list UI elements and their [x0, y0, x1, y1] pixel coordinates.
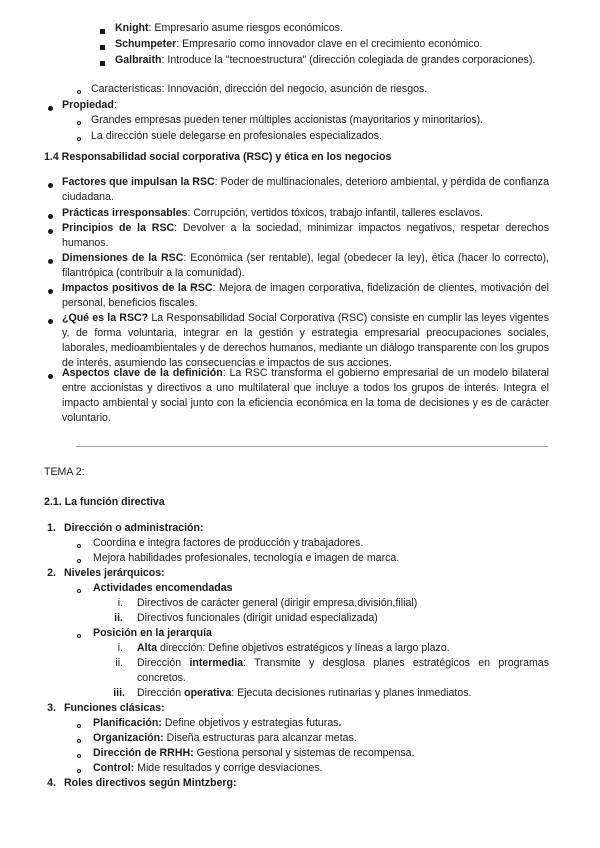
term: Propiedad — [62, 99, 114, 111]
list-item-actividades: Actividades encomendadas — [93, 582, 233, 594]
list-item-caracteristicas: Características: Innovación, dirección del negocio, asunción de riesgos. — [91, 83, 428, 95]
circle-bullet — [77, 559, 81, 563]
roman-numeral: i. — [117, 642, 123, 654]
numbered-item-niveles: Niveles jerárquicos: — [64, 567, 165, 579]
circle-bullet — [77, 121, 81, 125]
list-item-operativa: Dirección operativa: Ejecuta decisiones rutinarias y planes inmediatos. — [137, 687, 472, 699]
rsc-item-dimensiones: Dimensiones de la RSC: Económica (ser rentable), legal (obedecer la ley), ética (hacer lo correcto), filantrópica (contribuir a la comunidad). — [62, 252, 549, 279]
term: intermedia — [189, 657, 244, 669]
bullet — [48, 319, 53, 324]
numbered-item-direccion: Dirección o administración: — [64, 522, 204, 534]
term: Planificación: — [93, 717, 162, 729]
term: Principios de la RSC — [62, 222, 175, 234]
tema-title: TEMA 2: — [44, 466, 85, 478]
numbered-item-roles: Roles directivos según Mintzberg: — [64, 777, 237, 789]
term: Control: — [93, 762, 135, 774]
bullet — [48, 374, 53, 379]
list-item: La dirección suele delegarse en profesionales especializados. — [91, 130, 382, 142]
list-item-posicion: Posición en la jerarquía — [93, 627, 212, 639]
list-item-control: Control: Mide resultados y corrige desviaciones. — [93, 762, 323, 774]
circle-bullet — [77, 739, 81, 743]
bullet — [48, 106, 53, 111]
bullet — [48, 183, 53, 188]
circle-bullet — [77, 769, 81, 773]
bullet — [48, 259, 53, 264]
section-heading-funcion-directiva: 2.1. La función directiva — [44, 496, 165, 508]
list-item-intermedia: Dirección intermedia: Transmite y desglosa planes estratégicos en programas concretos. — [137, 657, 549, 684]
list-number: 1. — [47, 522, 56, 534]
list-number: 4. — [47, 777, 56, 789]
circle-bullet — [77, 544, 81, 548]
bullet — [48, 229, 53, 234]
list-item-organizacion: Organización: Diseña estructuras para alcanzar metas. — [93, 732, 357, 744]
term: Factores que impulsan la RSC — [62, 176, 215, 188]
roman-numeral: iii. — [113, 687, 125, 699]
roman-numeral: i. — [117, 597, 123, 609]
horizontal-divider — [76, 446, 548, 447]
rsc-item-principios: Principios de la RSC: Devolver a la sociedad, minimizar impactos negativos, respetar derechos humanos. — [62, 222, 549, 249]
term: Galbraith — [115, 54, 162, 66]
term: operativa — [184, 687, 232, 699]
bullet — [48, 289, 53, 294]
list-number: 2. — [47, 567, 56, 579]
square-bullet — [100, 29, 105, 34]
circle-bullet — [77, 90, 81, 94]
circle-bullet — [77, 137, 81, 141]
term: ¿Qué es la RSC? — [62, 312, 149, 324]
list-item-rrhh: Dirección de RRHH: Gestiona personal y sistemas de recompensa. — [93, 747, 415, 759]
list-item: Grandes empresas pueden tener múltiples accionistas (mayoritarios y minoritarios). — [91, 114, 484, 126]
section-heading-rsc: 1.4 Responsabilidad social corporativa (RSC) y ética en los negocios — [44, 151, 392, 163]
list-item-alta: Alta dirección: Define objetivos estratégicos y líneas a largo plazo. — [137, 642, 450, 654]
term: Knight — [115, 22, 149, 34]
list-item: Directivos funcionales (dirigir unidad especializada) — [137, 612, 378, 624]
roman-numeral: ii. — [115, 657, 123, 669]
list-item-propiedad: Propiedad: — [62, 99, 117, 111]
bullet — [48, 214, 53, 219]
rsc-item-practicas: Prácticas irresponsables: Corrupción, vertidos tóxicos, trabajo infantil, talleres esclavos. — [62, 207, 484, 219]
term: Aspectos clave de la definición — [62, 367, 223, 379]
circle-bullet — [77, 754, 81, 758]
term: Schumpeter — [115, 38, 177, 50]
list-item-galbraith: Galbraith: Introduce la "tecnoestructura" (dirección colegiada de grandes corporaciones). — [115, 54, 536, 66]
list-item: Mejora habilidades profesionales, tecnología e imagen de marca. — [93, 552, 400, 564]
term: Impactos positivos de la RSC — [62, 282, 213, 294]
list-number: 3. — [47, 702, 56, 714]
term: Dimensiones de la RSC — [62, 252, 184, 264]
square-bullet — [100, 61, 105, 66]
list-item-knight: Knight: Empresario asume riesgos económicos. — [115, 22, 343, 34]
circle-bullet — [77, 589, 81, 593]
rsc-item-impactos: Impactos positivos de la RSC: Mejora de imagen corporativa, fidelización de clientes, motivación del personal, beneficios fiscales. — [62, 282, 549, 309]
circle-bullet — [77, 724, 81, 728]
rsc-item-que-es: ¿Qué es la RSC? La Responsabilidad Social Corporativa (RSC) consiste en cumplir las leyes vigentes y, de forma voluntaria, integrar en la gestión y estrategia empresarial preocupaciones sociales, laborales, medioambientales y de derechos humanos, mediante un diálogo transparente con los grupos de interés, asumiendo las consecuencias e impactos de sus acciones. — [62, 312, 549, 369]
rsc-item-aspectos: Aspectos clave de la definición: La RSC transforma el gobierno empresarial de un modelo bilateral entre accionistas y directivos a uno multilateral que incluye a todos los grupos de interés. Integra el impacto ambiental y social junto con la eficiencia económica en la toma de decisiones y es de carácter voluntario. — [62, 367, 549, 424]
term: Dirección de RRHH: — [93, 747, 194, 759]
term: Alta — [137, 642, 158, 654]
roman-numeral: ii. — [114, 612, 123, 624]
list-item: Directivos de carácter general (dirigir empresa,división,filial) — [137, 597, 418, 609]
rsc-item-factores: Factores que impulsan la RSC: Poder de multinacionales, deterioro ambiental, y pérdida de confianza ciudadana. — [62, 176, 549, 203]
list-item-schumpeter: Schumpeter: Empresario como innovador clave en el crecimiento económico. — [115, 38, 483, 50]
square-bullet — [100, 45, 105, 50]
term: Prácticas irresponsables — [62, 207, 188, 219]
term: Organización: — [93, 732, 164, 744]
list-item: Coordina e integra factores de producción y trabajadores. — [93, 537, 364, 549]
list-item-planificacion: Planificación: Define objetivos y estrategias futuras. — [93, 717, 342, 729]
circle-bullet — [77, 634, 81, 638]
numbered-item-funciones: Funciones clásicas: — [64, 702, 165, 714]
